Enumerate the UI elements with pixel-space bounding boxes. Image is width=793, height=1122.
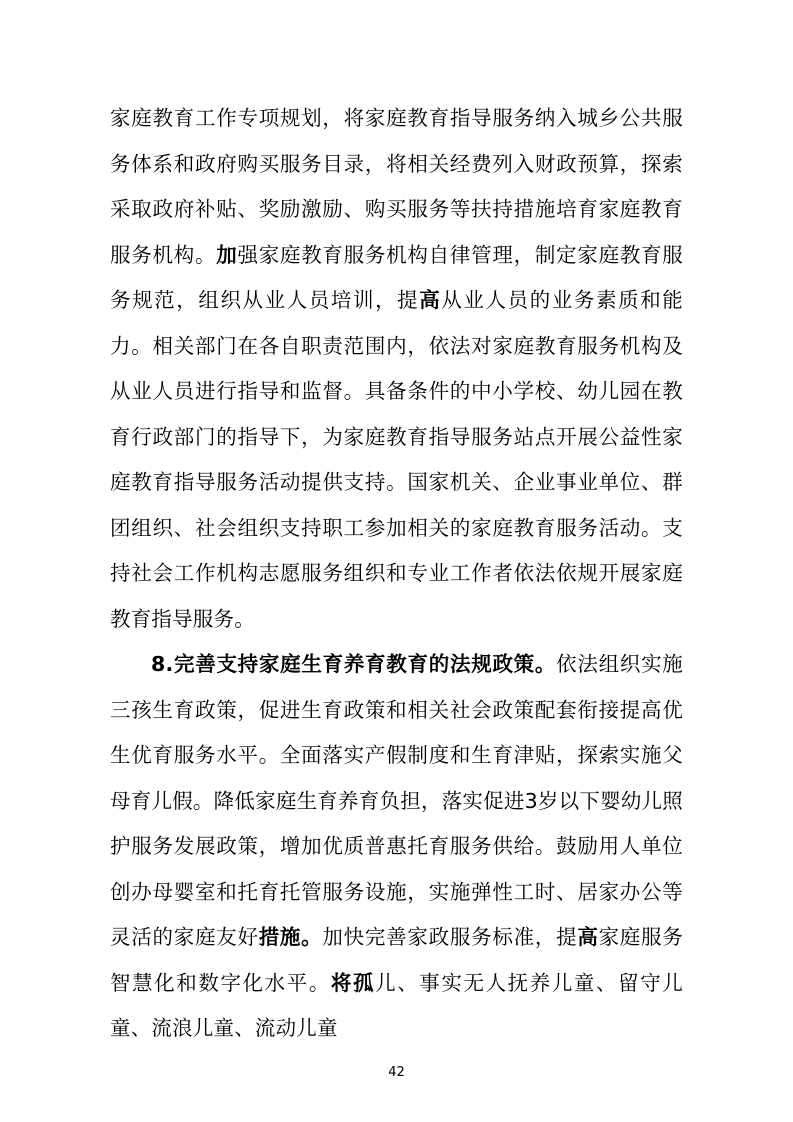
page-number: 42 [388, 1065, 405, 1080]
paragraph-continued [110, 96, 683, 642]
text-run: 儿、事实无人抚养儿童、留守儿童、流浪儿童、流动儿童 [110, 970, 683, 1040]
text-run: 从业人员的业务素质和能力。相关部门在各自职责范围内，依法对家庭教育服务机构及从业人员进行指导和监督。具备条件的中小学校、幼儿园在教育行政部门的指导下，为家庭教育指导服务站点开展公益性家庭教育指导服务活动提供支持。国家机关、企业事业单位、群团组织、社会组织支持职工参加相关的家庭教育服务活动。支持社会工作机构志愿服务组织和专业工作者依法依规开展家庭教育指导服务。 [110, 288, 683, 631]
text-run: 依法组织实施三孩生育政策，促进生育政策和相关社会政策配套衔接提高优生优育服务水平。全面落实产假制度和生育津贴，探索实施父母育儿假。降低家庭生育养育负担，落实促进3岁以下婴幼儿照护服务发展政策，增加优质普惠托育服务供给。鼓励用人单位创办母婴室和托育托管服务设施，实施弹性工时、居家办公等灵活的家庭友好 [110, 652, 683, 949]
text-run-bold: 加 [216, 242, 238, 267]
text-run: 家庭服务智慧化和数字化水平。 [110, 925, 683, 995]
text-run-bold: 将孤 [330, 970, 376, 995]
text-run-bold: 高 [577, 925, 599, 949]
paragraph-item-8 [110, 642, 683, 1052]
text-run-bold: 8.完善支持家庭生育养育教育的法规政策。 [151, 652, 557, 676]
text-run-bold: 措施。 [258, 925, 323, 949]
text-run-bold: 高 [419, 288, 442, 312]
text-run: 强家庭教育服务机构自律管理，制定家庭教育服务规范，组织从业人员培训，提 [110, 242, 684, 312]
text-run: 加快完善家政服务标准，提 [322, 925, 578, 949]
text-run: 家庭教育工作专项规划，将家庭教育指导服务纳入城乡公共服务体系和政府购买服务目录，将相关经费列入财政预算，探索采取政府补贴、奖励激励、购买服务等扶持措施培育家庭教育服务机构。 [110, 106, 683, 267]
document-body [110, 96, 683, 1052]
